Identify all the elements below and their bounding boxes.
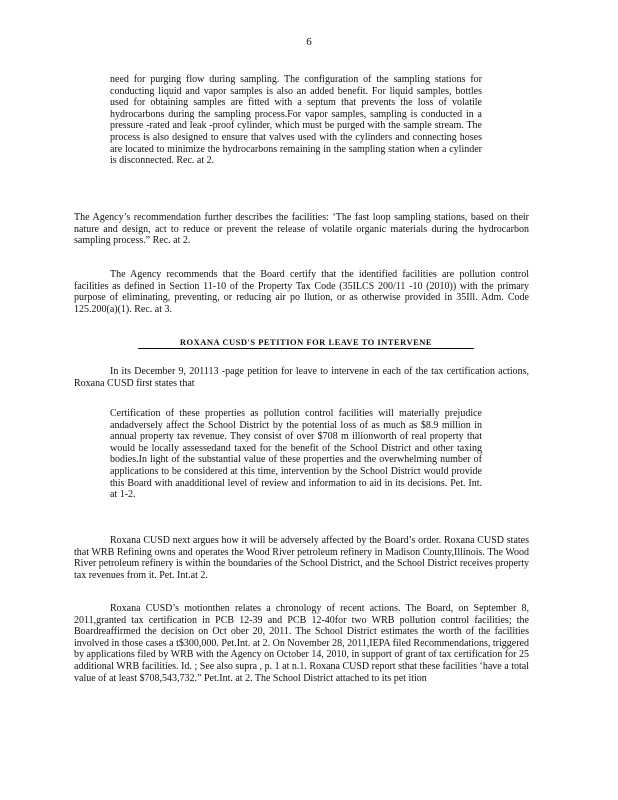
paragraph-adverse-effect: Roxana CUSD next argues how it will be adversely affected by the Board’s order. Roxana CUSD states that WRB Refining owns and operates the Wood River petroleum refinery in Madison County,Illinois. The Wood River petroleum refinery is within the boundaries of the School District, and the School District receives property tax revenues from it. Pet. Int.at 2. bbox=[74, 535, 529, 581]
paragraph-agency-description: The Agency’s recommendation further describes the facilities: ‘The fast loop sampling stations, based on their nature and design, act to reduce or prevent the release of volatile organic materials during the hydrocarbon sampling process.” Rec. at 2. bbox=[74, 212, 529, 247]
block-quote-sampling: need for purging flow during sampling. The configuration of the sampling stations for conducting liquid and vapor samples is also an added benefit. For liquid samples, bottles used for obtaining samples are fitted with a septum that prevents the loss of volatile hydrocarbons during the sampling process.For vapor samples, sampling is conducted in a pressure -rated and leak -proof cylinder, which must be purged with the sample stream. The process is also designed to ensure that valves used with the cylinders and connecting hoses are located to minimize the hydrocarbons remaining in the sampling station when a cylinder is disconnected. Rec. at 2. bbox=[110, 74, 482, 167]
section-heading: ROXANA CUSD'S PETITION FOR LEAVE TO INTERVENE bbox=[138, 337, 474, 349]
paragraph-petition-intro: In its December 9, 201113 -page petition for leave to intervene in each of the tax certification actions, Roxana CUSD first states that bbox=[74, 366, 529, 389]
paragraph-chronology: Roxana CUSD’s motionthen relates a chronology of recent actions. The Board, on September 8, 2011,granted tax certification in PCB 12-39 and PCB 12-40for two WRB pollution control facilities; the Boardreaffirmed the decision on Oct ober 20, 2011. The School District estimates the worth of the facilities involved in those cases a t$300,000. Pet.Int. at 2. On November 28, 2011,IEPA filed Recommendations, triggered by applications filed by WRB with the Agency on October 14, 2010, in support of grant of tax certification for 25 additional WRB facilities. Id. ; See also supra , p. 1 at n.1. Roxana CUSD report sthat these facilities ‘have a total value of at least $708,543,732.” Pet.Int. at 2. The School District attached to its pet ition bbox=[74, 603, 529, 684]
block-quote-petition: Certification of these properties as pollution control facilities will materially prejudice andadversely affect the School District by the potential loss of as much as $8.9 million in annual property tax revenue. They consist of over $708 m illionworth of real property that would be locally assessedand taxed for the benefit of the School District and other taxing bodies.In light of the substantial value of these properties and the overwhelming number of applications to be considered at this time, intervention by the School District would provide this Board with anadditional level of review and information to aid in its decisions. Pet. Int. at 1-2. bbox=[110, 408, 482, 501]
paragraph-agency-recommendation: The Agency recommends that the Board certify that the identified facilities are pollution control facilities as defined in Section 11-10 of the Property Tax Code (35ILCS 200/11 -10 (2010)) with the primary purpose of eliminating, preventing, or reducing air po llution, or as otherwise provided in 35Ill. Adm. Code 125.200(a)(1). Rec. at 3. bbox=[74, 269, 529, 315]
page-number: 6 bbox=[306, 36, 312, 48]
